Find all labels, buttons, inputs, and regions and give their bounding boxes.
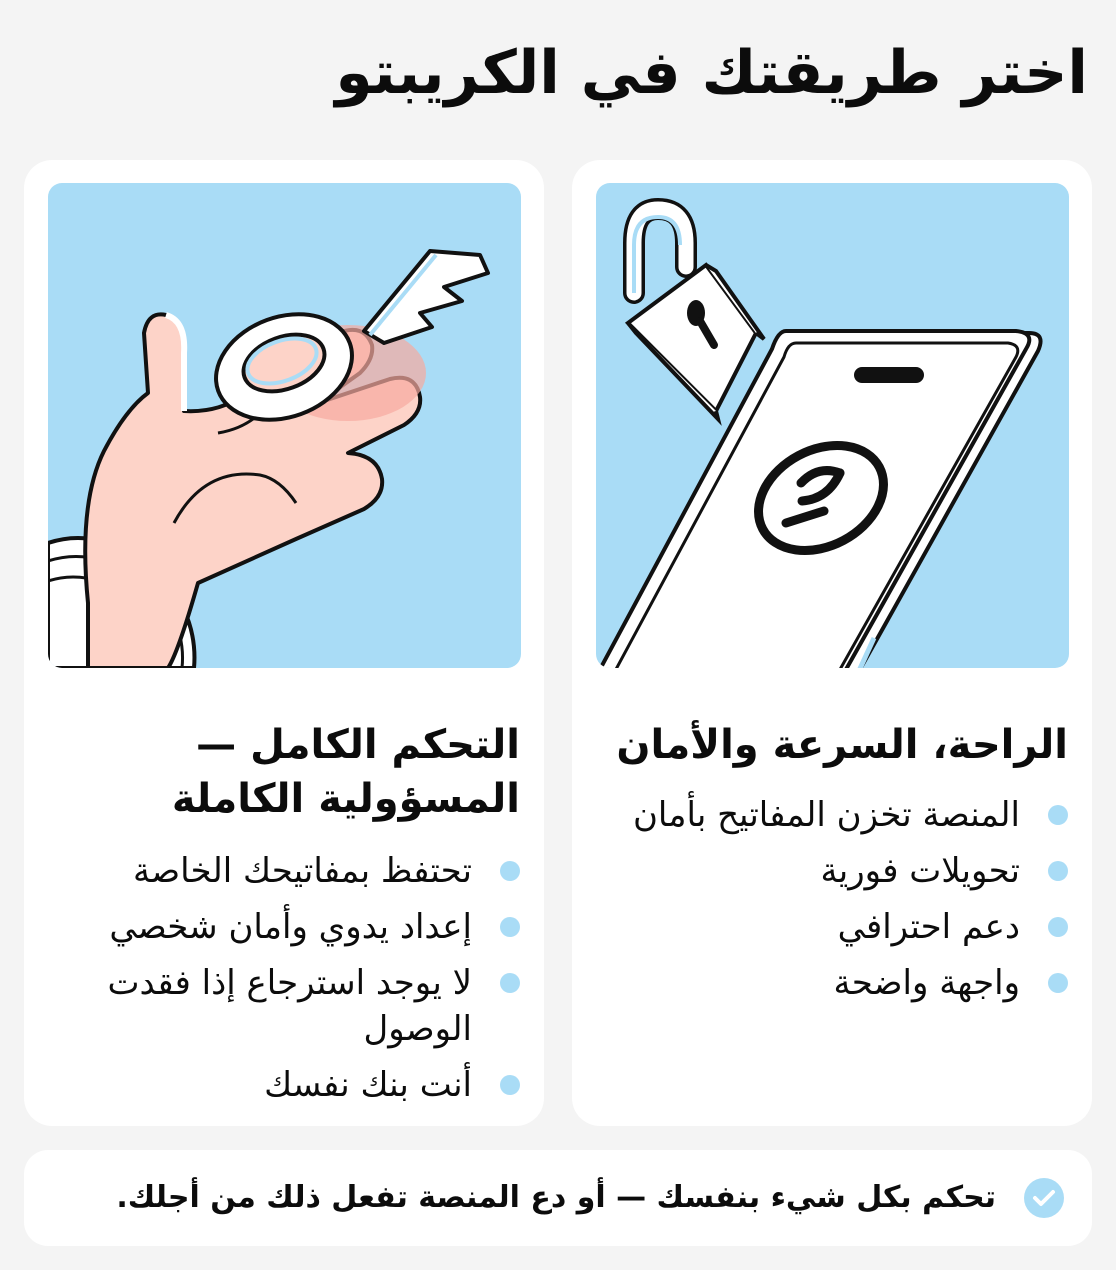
- list-item-text: أنت بنك نفسك: [264, 1065, 472, 1105]
- check-circle-icon: [1024, 1178, 1064, 1218]
- feature-list-custodial: [596, 792, 1068, 1016]
- list-item: [48, 1062, 520, 1108]
- phone-lock-illustration: [596, 183, 1069, 668]
- bullet-dot-icon: [1048, 861, 1068, 881]
- card-custodial: [572, 160, 1092, 1126]
- list-item-text: تحتفظ بمفاتيحك الخاصة: [133, 851, 472, 891]
- list-item: [596, 960, 1068, 1006]
- bullet-dot-icon: [1048, 805, 1068, 825]
- bullet-dot-icon: [500, 973, 520, 993]
- bullet-dot-icon: [1048, 917, 1068, 937]
- bullet-dot-icon: [1048, 973, 1068, 993]
- bullet-dot-icon: [500, 1075, 520, 1095]
- padlock-icon: [628, 209, 764, 419]
- bullet-dot-icon: [500, 917, 520, 937]
- list-item-text: إعداد يدوي وأمان شخصي: [109, 907, 472, 947]
- list-item: [596, 904, 1068, 950]
- card-self-custody: [24, 160, 544, 1126]
- list-item: [596, 848, 1068, 894]
- card-heading-custodial: الراحة، السرعة والأمان: [616, 722, 1068, 768]
- card-heading-self-custody: التحكم الكامل — المسؤولية الكاملة: [171, 722, 520, 822]
- hand-key-illustration: [48, 183, 521, 668]
- list-item-text: لا يوجد استرجاع إذا فقدت الوصول: [107, 963, 472, 1049]
- feature-list-self-custody: [48, 848, 520, 1118]
- page-title: اختر طريقتك في الكريبتو: [335, 38, 1088, 108]
- list-item: [48, 848, 520, 894]
- footer-banner: [24, 1150, 1092, 1246]
- list-item: [596, 792, 1068, 838]
- illustration-phone-lock: [596, 183, 1069, 668]
- illustration-hand-key: [48, 183, 521, 668]
- bullet-dot-icon: [500, 861, 520, 881]
- list-item-text: دعم احترافي: [837, 907, 1020, 947]
- footer-text: تحكم بكل شيء بنفسك — أو دع المنصة تفعل ذلك من أجلك.: [116, 1180, 996, 1215]
- list-item-text: المنصة تخزن المفاتيح بأمان: [632, 795, 1020, 835]
- list-item-text: تحويلات فورية: [820, 851, 1020, 891]
- list-item-text: واجهة واضحة: [833, 963, 1020, 1003]
- list-item: [48, 904, 520, 950]
- list-item: [48, 960, 520, 1052]
